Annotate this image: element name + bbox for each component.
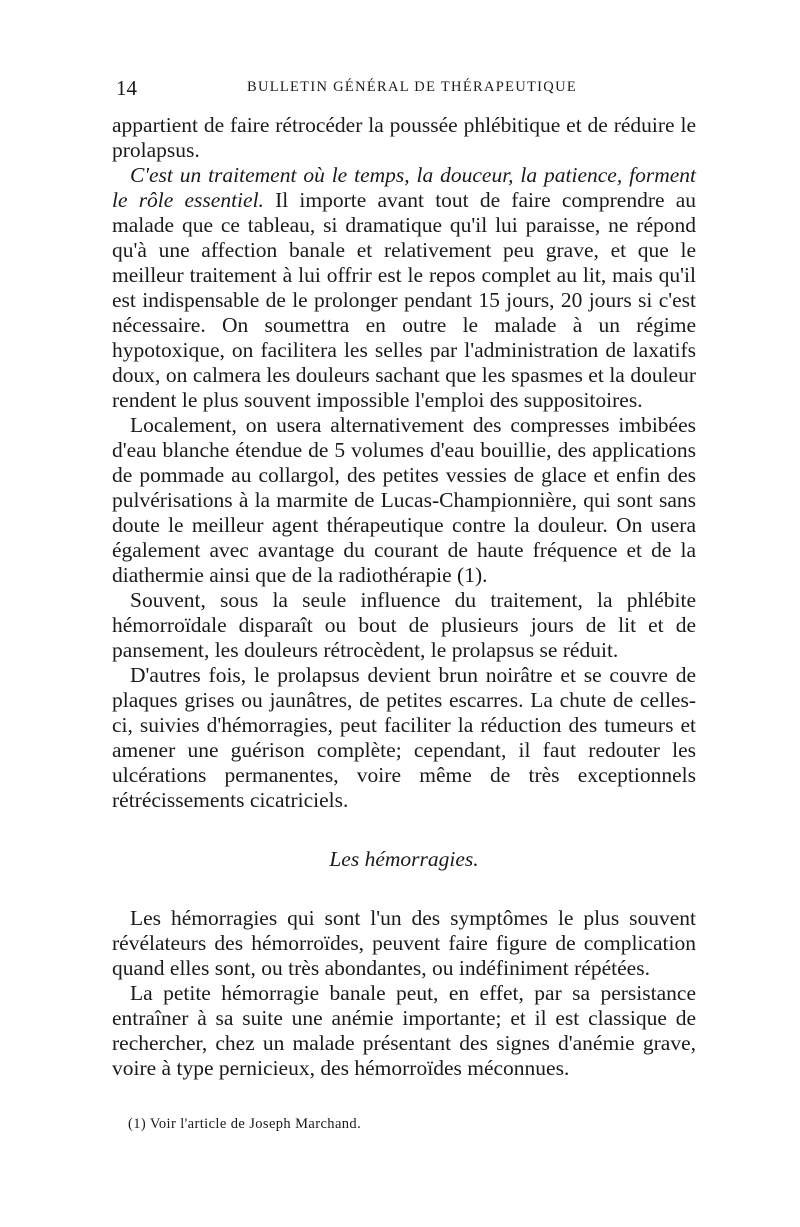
page-header [116, 76, 692, 100]
section-title: Les hémorragies. [329, 847, 479, 871]
page-number: 14 [116, 76, 137, 100]
paragraph-treatment-text: Il importe avant tout de faire comprendre au malade que ce tableau, si dramatique qu'il lui paraisse, ne répond qu'à une affection banale et relativement peu grave, et que le meilleur traitement à lui offrir est le repos complet au lit, mais qu'il est indispensable de le prolonger pendant 15 jours, 20 jours si c'est nécessaire. On soumettra en outre le malade à un régime hypotoxique, on facilitera les selles par l'administration de laxatifs doux, on calmera les douleurs sachant que les spasmes et la douleur rendent le plus souvent impossible l'emploi des suppositoires. [112, 188, 696, 412]
running-title: BULLETIN GÉNÉRAL DE THÉRAPEUTIQUE [246, 79, 578, 95]
paragraph-continuation: appartient de faire rétrocéder la poussée phlébitique et de réduire le prolapsus. [112, 113, 696, 162]
paragraph-local-care: Localement, on usera alternativement des compresses imbibées d'eau blanche étendue de 5 volumes d'eau bouillie, des applications de pommade au collargol, des petites vessies de glace et enfin des pulvérisations à la marmite de Lucas-Championnière, qui sont sans doute le meilleur agent thérapeutique contre la douleur. On usera également avec avantage du courant de haute fréquence et de la diathermie ainsi que de la radiothérapie (1). [112, 413, 696, 587]
paragraph-treatment [112, 163, 696, 413]
paragraph-hemorrhages: Les hémorragies qui sont l'un des symptômes le plus souvent révélateurs des hémorroïdes, peuvent faire figure de complication quand elles sont, ou très abondantes, ou indéfiniment répétées. [112, 906, 696, 980]
paragraph-complications: D'autres fois, le prolapsus devient brun noirâtre et se couvre de plaques grises ou jaunâtres, de petites escarres. La chute de celles-ci, suivies d'hémorragies, peut faciliter la réduction des tumeurs et amener une guérison complète; cependant, il faut redouter les ulcérations permanentes, voire même de très exceptionnels rétrécissements cicatriciels. [112, 663, 696, 812]
paragraph-outcome: Souvent, sous la seule influence du traitement, la phlébite hémorroïdale disparaît ou bout de plusieurs jours de lit et de pansement, les douleurs rétrocèdent, le prolapsus se réduit. [112, 588, 696, 662]
paragraph-anemia: La petite hémorragie banale peut, en effet, par sa persistance entraîner à sa suite une anémie importante; et il est classique de rechercher, chez un malade présentant des signes d'anémie grave, voire à type pernicieux, des hémorroïdes méconnues. [112, 981, 696, 1080]
footnote: (1) Voir l'article de Joseph Marchand. [128, 1116, 362, 1132]
body-text [112, 113, 696, 1081]
italic-emphasis: C'est un traitement où le temps, la douceur, la patience, forment le rôle essentiel. [112, 163, 696, 212]
